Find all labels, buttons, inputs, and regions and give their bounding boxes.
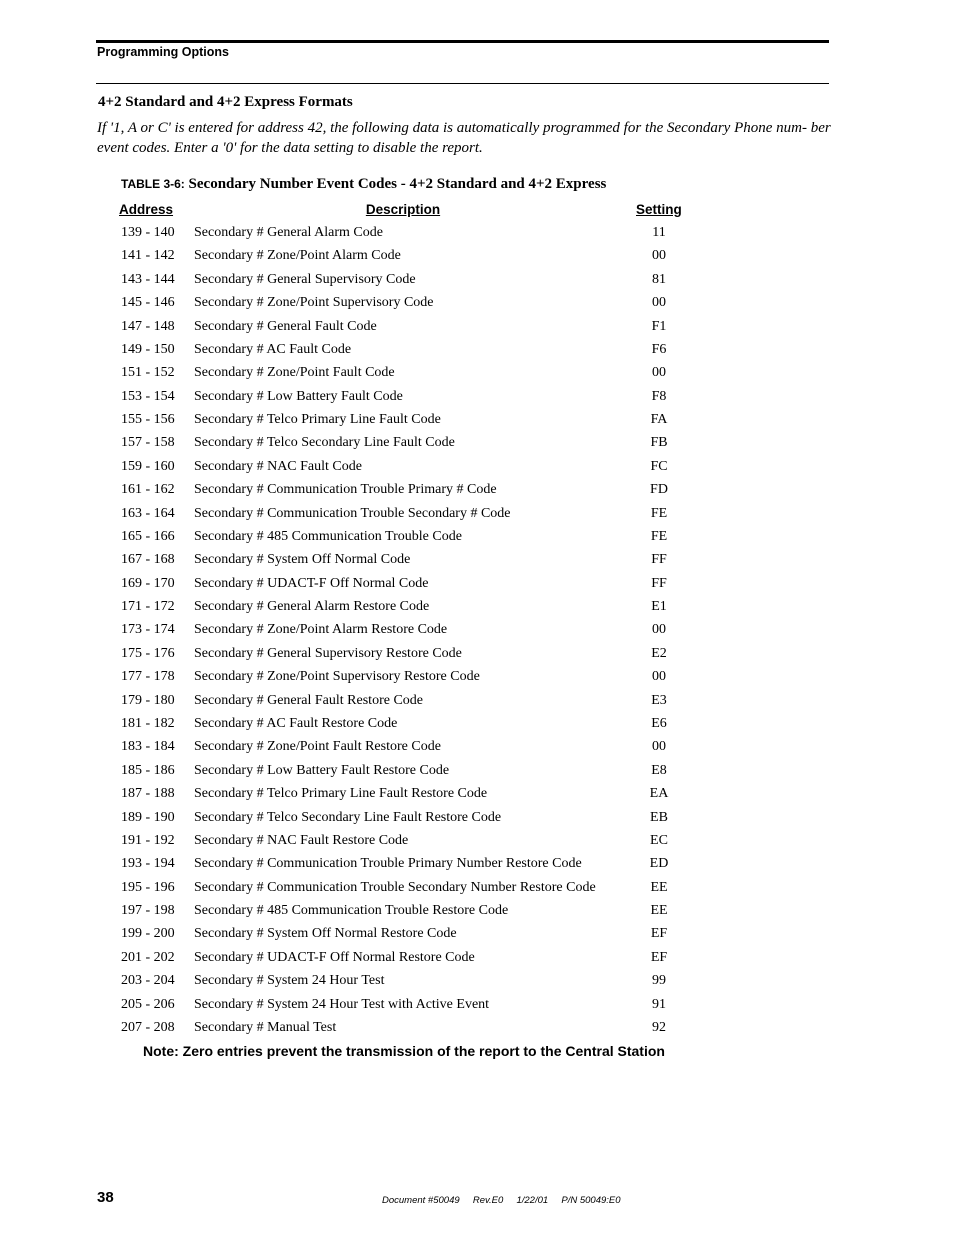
address-cell: 167 - 168: [121, 552, 175, 568]
setting-cell: 92: [652, 1019, 666, 1035]
table-row: [0, 739, 954, 762]
description-cell: Secondary # Telco Secondary Line Fault Code: [194, 435, 455, 451]
description-cell: Secondary # 485 Communication Trouble Code: [194, 528, 462, 544]
table-row: [0, 716, 954, 739]
table-row: [0, 973, 954, 996]
setting-cell: E8: [651, 762, 667, 778]
setting-cell: FC: [650, 458, 668, 474]
description-cell: Secondary # General Fault Restore Code: [194, 692, 423, 708]
setting-cell: F8: [651, 388, 667, 404]
table-row: [0, 389, 954, 412]
setting-cell: FF: [651, 552, 667, 568]
table-row: [0, 435, 954, 458]
setting-cell: FA: [650, 412, 668, 428]
description-cell: Secondary # Zone/Point Alarm Code: [194, 248, 401, 264]
description-cell: Secondary # System 24 Hour Test with Active Event: [194, 996, 490, 1012]
address-cell: 169 - 170: [121, 575, 175, 591]
setting-cell: 81: [652, 271, 666, 287]
setting-cell: 99: [652, 973, 666, 989]
setting-cell: E2: [651, 645, 667, 661]
setting-cell: F6: [651, 341, 667, 357]
description-cell: Secondary # Low Battery Fault Restore Code: [194, 762, 450, 778]
address-cell: 189 - 190: [121, 809, 175, 825]
address-cell: 195 - 196: [121, 879, 175, 895]
address-cell: 157 - 158: [121, 435, 175, 451]
table-row: [0, 669, 954, 692]
setting-cell: 00: [652, 365, 666, 381]
table-row: [0, 646, 954, 669]
table-row: [0, 506, 954, 529]
description-cell: Secondary # Telco Primary Line Fault Code: [194, 412, 441, 428]
description-cell: Secondary # NAC Fault Code: [194, 458, 362, 474]
description-cell: Secondary # AC Fault Restore Code: [194, 715, 398, 731]
description-cell: Secondary # AC Fault Code: [194, 341, 352, 357]
setting-cell: ED: [649, 856, 669, 872]
description-cell: Secondary # Zone/Point Supervisory Code: [194, 295, 434, 311]
setting-cell: FE: [650, 528, 668, 544]
address-cell: 191 - 192: [121, 832, 175, 848]
address-cell: 207 - 208: [121, 1019, 175, 1035]
table-row: [0, 529, 954, 552]
address-cell: 205 - 206: [121, 996, 175, 1012]
table-row: [0, 880, 954, 903]
description-cell: Secondary # UDACT-F Off Normal Code: [194, 575, 429, 591]
table-row: [0, 459, 954, 482]
table-row: [0, 482, 954, 505]
table-row: [0, 1020, 954, 1043]
setting-cell: 00: [652, 669, 666, 685]
description-cell: Secondary # NAC Fault Restore Code: [194, 832, 409, 848]
setting-cell: EF: [650, 926, 668, 942]
description-cell: Secondary # Zone/Point Fault Restore Code: [194, 739, 441, 755]
address-cell: 145 - 146: [121, 295, 175, 311]
setting-cell: E3: [651, 692, 667, 708]
address-cell: 147 - 148: [121, 318, 175, 334]
table-note: Note: Zero entries prevent the transmission of the report to the Central Station: [143, 1043, 665, 1059]
table-row: [0, 552, 954, 575]
description-cell: Secondary # Telco Primary Line Fault Restore Code: [194, 786, 488, 802]
table-row: [0, 576, 954, 599]
setting-cell: 11: [652, 225, 666, 240]
intro-paragraph: If '1, A or C' is entered for address 42, the following data is automatically programmed for the Secondary Phone num- ber event codes. Enter a '0' for the data setting to disable the report.: [97, 120, 831, 156]
table-row: [0, 786, 954, 809]
description-cell: Secondary # Low Battery Fault Code: [194, 388, 403, 404]
table-row: [0, 319, 954, 342]
description-cell: Secondary # General Fault Code: [194, 318, 377, 334]
description-cell: Secondary # System Off Normal Restore Code: [194, 926, 457, 942]
description-cell: Secondary # Zone/Point Alarm Restore Code: [194, 622, 448, 638]
setting-cell: FF: [651, 575, 667, 591]
description-cell: Secondary # Zone/Point Fault Code: [194, 365, 395, 381]
column-header-address: Address: [119, 202, 174, 217]
setting-cell: FD: [650, 482, 668, 498]
setting-cell: E6: [651, 715, 667, 731]
address-cell: 139 - 140: [121, 225, 175, 240]
table-row: [0, 225, 954, 248]
description-cell: Secondary # Communication Trouble Secondary Number Restore Code: [194, 879, 596, 895]
description-cell: Secondary # Manual Test: [194, 1019, 337, 1035]
description-cell: Secondary # Communication Trouble Secondary # Code: [194, 505, 511, 521]
table-row: [0, 950, 954, 973]
description-cell: Secondary # General Alarm Code: [194, 225, 383, 240]
description-cell: Secondary # General Alarm Restore Code: [194, 599, 430, 615]
table-row: [0, 412, 954, 435]
description-cell: Secondary # General Supervisory Restore Code: [194, 645, 462, 661]
table-row: [0, 810, 954, 833]
table-caption-title: Secondary Number Event Codes - 4+2 Standard and 4+2 Express: [188, 176, 607, 192]
column-header-description: Description: [365, 202, 441, 217]
address-cell: 181 - 182: [121, 715, 175, 731]
address-cell: 141 - 142: [121, 248, 175, 264]
setting-cell: 00: [652, 295, 666, 311]
address-cell: 177 - 178: [121, 669, 175, 685]
description-cell: Secondary # General Supervisory Code: [194, 271, 416, 287]
section-title: 4+2 Standard and 4+2 Express Formats: [98, 94, 353, 110]
description-cell: Secondary # System Off Normal Code: [194, 552, 411, 568]
address-cell: 165 - 166: [121, 528, 175, 544]
table-row: [0, 903, 954, 926]
setting-cell: E1: [651, 599, 667, 615]
setting-cell: 00: [652, 248, 666, 264]
setting-cell: F1: [651, 318, 667, 334]
table-row: [0, 248, 954, 271]
page-number: 38: [97, 1189, 114, 1206]
setting-cell: 00: [652, 622, 666, 638]
address-cell: 161 - 162: [121, 482, 175, 498]
table-caption-number: TABLE 3-6:: [121, 177, 185, 191]
setting-cell: 91: [652, 996, 666, 1012]
setting-cell: EB: [650, 809, 668, 825]
address-cell: 201 - 202: [121, 949, 175, 965]
document-reference: Document #50049 Rev.E0 1/22/01 P/N 50049:E0: [382, 1195, 621, 1206]
table-row: [0, 693, 954, 716]
address-cell: 151 - 152: [121, 365, 175, 381]
table-row: [0, 622, 954, 645]
address-cell: 179 - 180: [121, 692, 175, 708]
description-cell: Secondary # 485 Communication Trouble Restore Code: [194, 903, 509, 919]
address-cell: 153 - 154: [121, 388, 175, 404]
table-row: [0, 295, 954, 318]
address-cell: 171 - 172: [121, 599, 175, 615]
description-cell: Secondary # UDACT-F Off Normal Restore Code: [194, 949, 475, 965]
setting-cell: EC: [650, 832, 668, 848]
address-cell: 185 - 186: [121, 762, 175, 778]
address-cell: 203 - 204: [121, 973, 175, 989]
address-cell: 163 - 164: [121, 505, 175, 521]
address-cell: 175 - 176: [121, 645, 175, 661]
column-header-setting: Setting: [636, 202, 682, 217]
address-cell: 143 - 144: [121, 271, 175, 287]
table-row: [0, 342, 954, 365]
table-row: [0, 763, 954, 786]
address-cell: 197 - 198: [121, 903, 175, 919]
setting-cell: 00: [652, 739, 666, 755]
setting-cell: FB: [650, 435, 668, 451]
table-row: [0, 365, 954, 388]
table-row: [0, 272, 954, 295]
address-cell: 193 - 194: [121, 856, 175, 872]
table-row: [0, 599, 954, 622]
description-cell: Secondary # Communication Trouble Primary # Code: [194, 482, 497, 498]
setting-cell: EA: [649, 786, 669, 802]
address-cell: 199 - 200: [121, 926, 175, 942]
description-cell: Secondary # Communication Trouble Primary Number Restore Code: [194, 856, 582, 872]
address-cell: 187 - 188: [121, 786, 175, 802]
description-cell: Secondary # Zone/Point Supervisory Restore Code: [194, 669, 480, 685]
setting-cell: FE: [650, 505, 668, 521]
address-cell: 155 - 156: [121, 412, 175, 428]
table-row: [0, 833, 954, 856]
address-cell: 183 - 184: [121, 739, 175, 755]
address-cell: 149 - 150: [121, 341, 175, 357]
running-header: Programming Options: [97, 45, 229, 59]
table-row: [0, 856, 954, 879]
description-cell: Secondary # Telco Secondary Line Fault Restore Code: [194, 809, 502, 825]
description-cell: Secondary # System 24 Hour Test: [194, 973, 385, 989]
table-row: [0, 926, 954, 949]
table-row: [0, 997, 954, 1020]
address-cell: 173 - 174: [121, 622, 175, 638]
setting-cell: EE: [650, 903, 668, 919]
setting-cell: EE: [650, 879, 668, 895]
setting-cell: EF: [650, 949, 668, 965]
address-cell: 159 - 160: [121, 458, 175, 474]
